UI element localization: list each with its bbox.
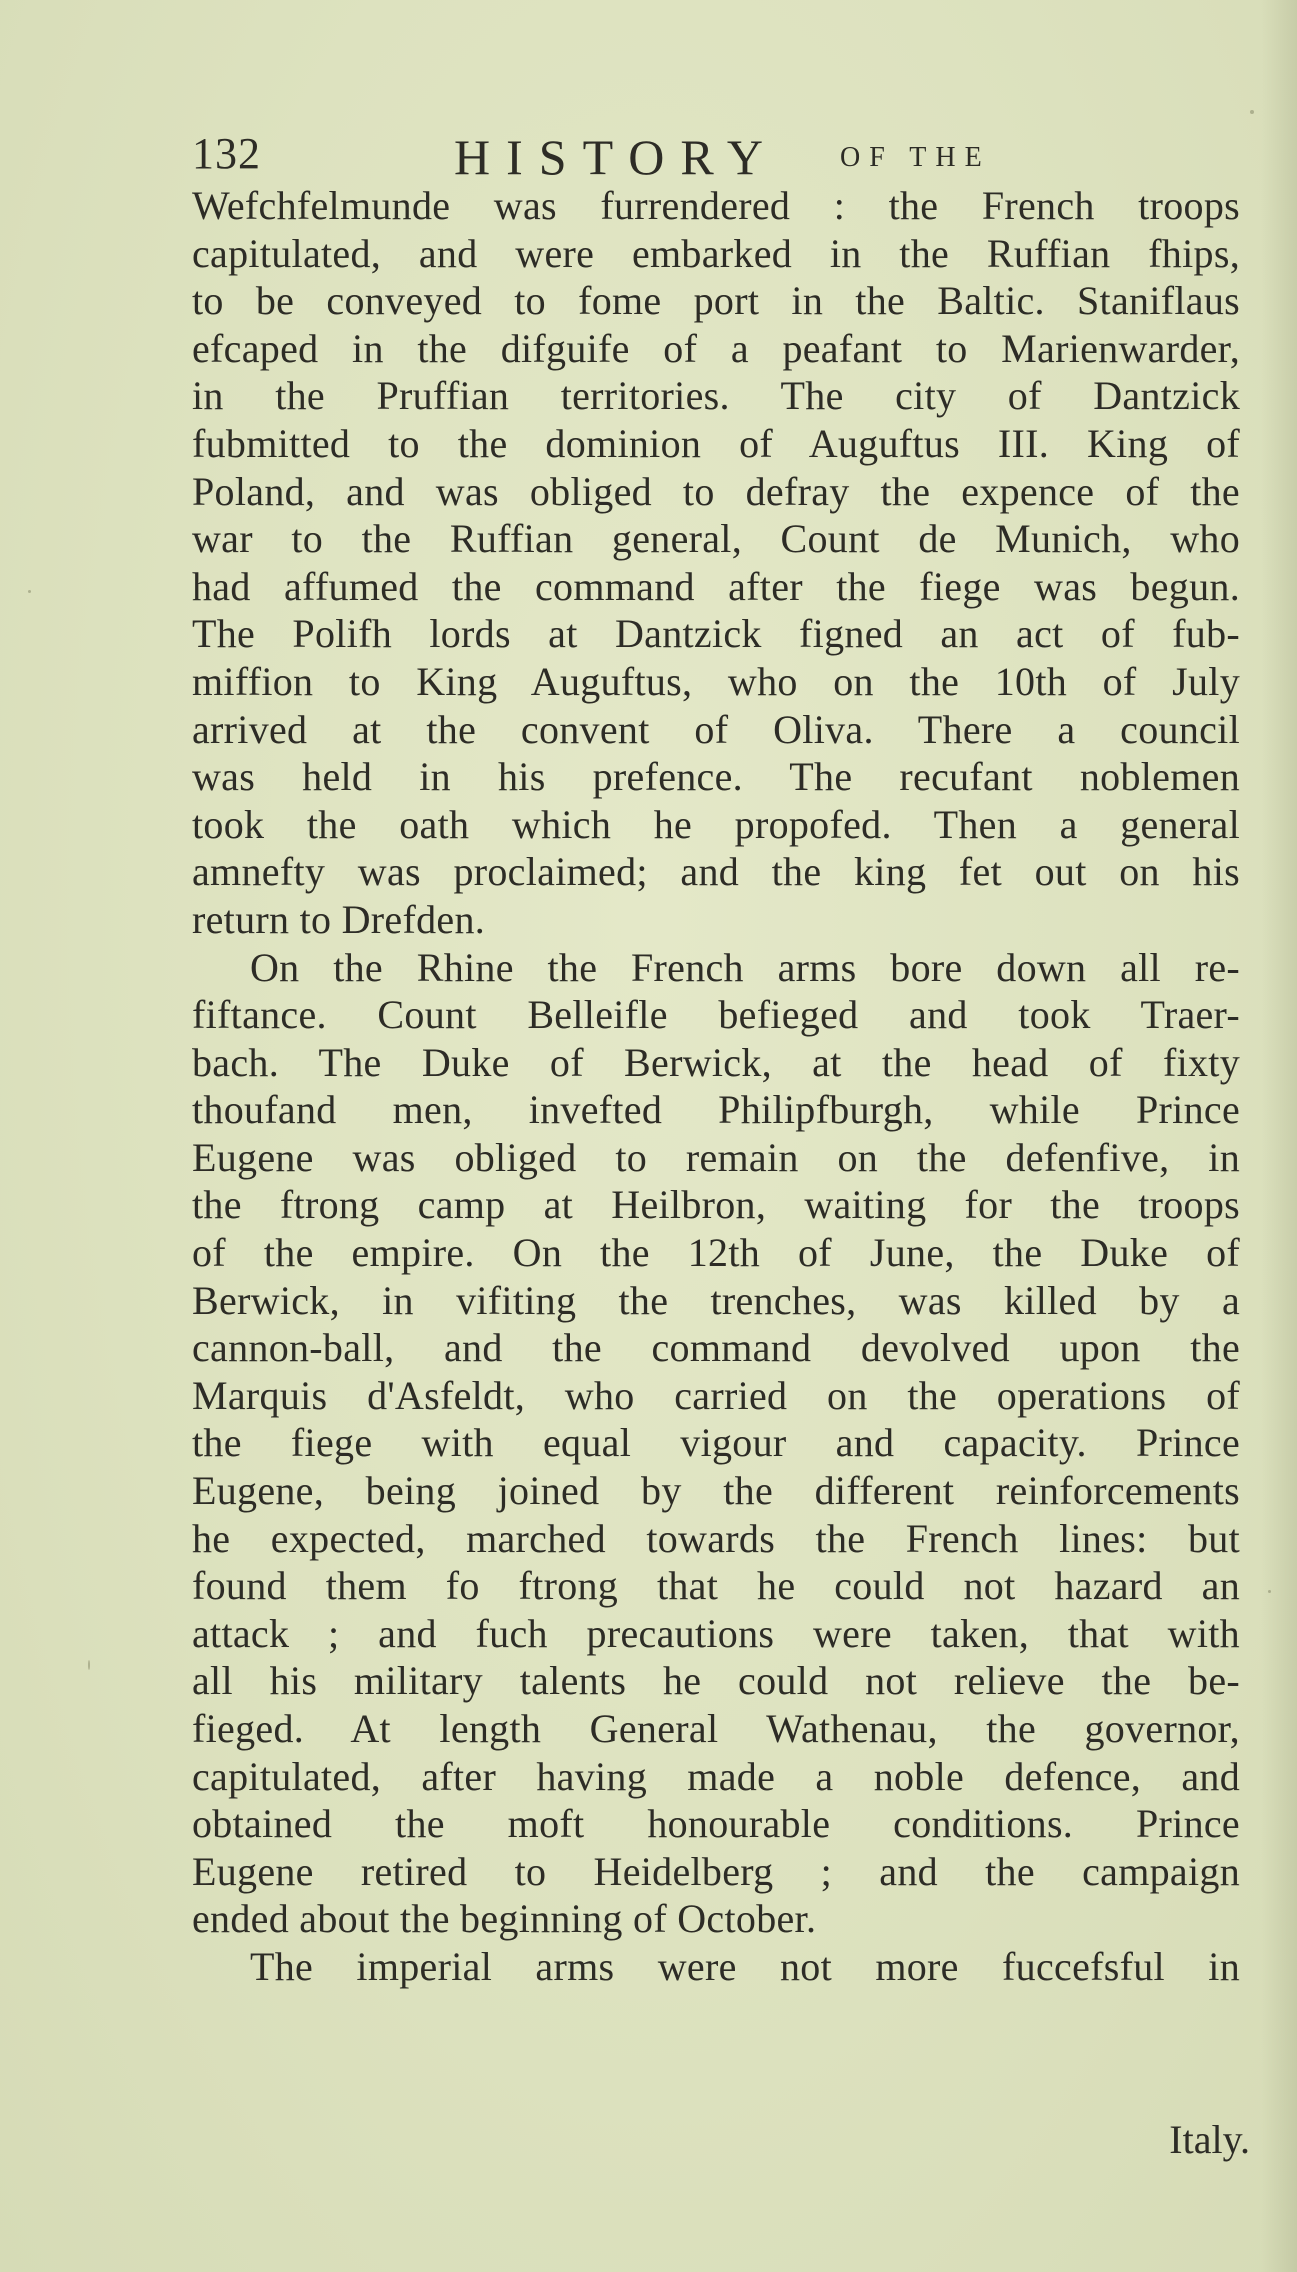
catchword: Italy. xyxy=(1169,2117,1250,2162)
text-line: Berwick, in vifiting the trenches, was killed by a xyxy=(192,1277,1240,1323)
paper-speck xyxy=(1250,110,1254,114)
running-subtitle: OF THE xyxy=(840,142,991,173)
text-line: fiftance. Count Belleifle befieged and took Traer- xyxy=(192,992,1240,1038)
text-line: took the oath which he propofed. Then a general xyxy=(192,801,1240,847)
text-line: arrived at the convent of Oliva. There a council xyxy=(192,706,1240,752)
running-title: HISTORY xyxy=(454,129,780,185)
text-line: fieged. At length General Wathenau, the governor, xyxy=(192,1706,1240,1751)
text-line: Eugene was obliged to remain on the defenfive, in xyxy=(192,1134,1240,1180)
text-line: fubmitted to the dominion of Auguftus III. King of xyxy=(192,420,1240,466)
text-line: the ftrong camp at Heilbron, waiting for the troops xyxy=(192,1182,1240,1228)
paper-speck xyxy=(1268,1590,1271,1593)
text-line: obtained the moft honourable conditions. Prince xyxy=(192,1801,1240,1847)
text-line: Eugene retired to Heidelberg ; and the campaign xyxy=(192,1848,1240,1894)
text-line: Poland, and was obliged to defray the expence of the xyxy=(192,468,1240,514)
text-line: amnefty was proclaimed; and the king fet out on his xyxy=(192,849,1240,895)
text-line: had affumed the command after the fiege was begun. xyxy=(192,563,1240,609)
text-line: he expected, marched towards the French lines: but xyxy=(192,1515,1240,1561)
text-line: war to the Ruffian general, Count de Munich, who xyxy=(192,516,1240,562)
text-line: to be conveyed to fome port in the Baltic. Staniflaus xyxy=(192,278,1240,324)
body-text xyxy=(192,182,1240,1991)
text-line: found them fo ftrong that he could not hazard an xyxy=(192,1563,1240,1609)
text-line: of the empire. On the 12th of June, the Duke of xyxy=(192,1230,1240,1276)
text-line: cannon-ball, and the command devolved upon the xyxy=(192,1325,1240,1371)
text-line: capitulated, and were embarked in the Ruffian fhips, xyxy=(192,230,1240,276)
text-line: Wefchfelmunde was furrendered : the French troops xyxy=(192,183,1240,228)
text-line: efcaped in the difguife of a peafant to Marienwarder, xyxy=(192,325,1240,371)
text-line: On the Rhine the French arms bore down all re- xyxy=(250,944,1240,990)
page-number: 132 xyxy=(192,129,261,178)
text-line: Eugene, being joined by the different reinforcements xyxy=(192,1468,1240,1514)
text-line: ended about the beginning of October. xyxy=(192,1896,817,1942)
text-line: attack ; and fuch precautions were taken, that with xyxy=(192,1610,1240,1656)
text-line: miffion to King Auguftus, who on the 10th of July xyxy=(192,658,1240,704)
text-line: all his military talents he could not relieve the be- xyxy=(192,1658,1240,1704)
running-head xyxy=(192,128,1242,188)
paper-speck xyxy=(28,590,31,593)
paper-speck xyxy=(88,1660,90,1670)
text-line: The imperial arms were not more fuccefsful in xyxy=(250,1943,1240,1989)
text-line: The Polifh lords at Dantzick figned an act of fub- xyxy=(192,611,1240,657)
text-line: the fiege with equal vigour and capacity. Prince xyxy=(192,1420,1240,1466)
text-line: return to Drefden. xyxy=(192,896,486,942)
text-line: bach. The Duke of Berwick, at the head of fixty xyxy=(192,1039,1240,1085)
text-line: in the Pruffian territories. The city of Dantzick xyxy=(192,373,1240,419)
text-line: was held in his prefence. The recufant noblemen xyxy=(192,754,1240,800)
text-line: thoufand men, invefted Philipfburgh, while Prince xyxy=(192,1087,1240,1133)
text-line: Marquis d'Asfeldt, who carried on the operations of xyxy=(192,1372,1240,1418)
page-edge-shadow xyxy=(1261,0,1297,2272)
text-line: capitulated, after having made a noble defence, and xyxy=(192,1753,1240,1799)
